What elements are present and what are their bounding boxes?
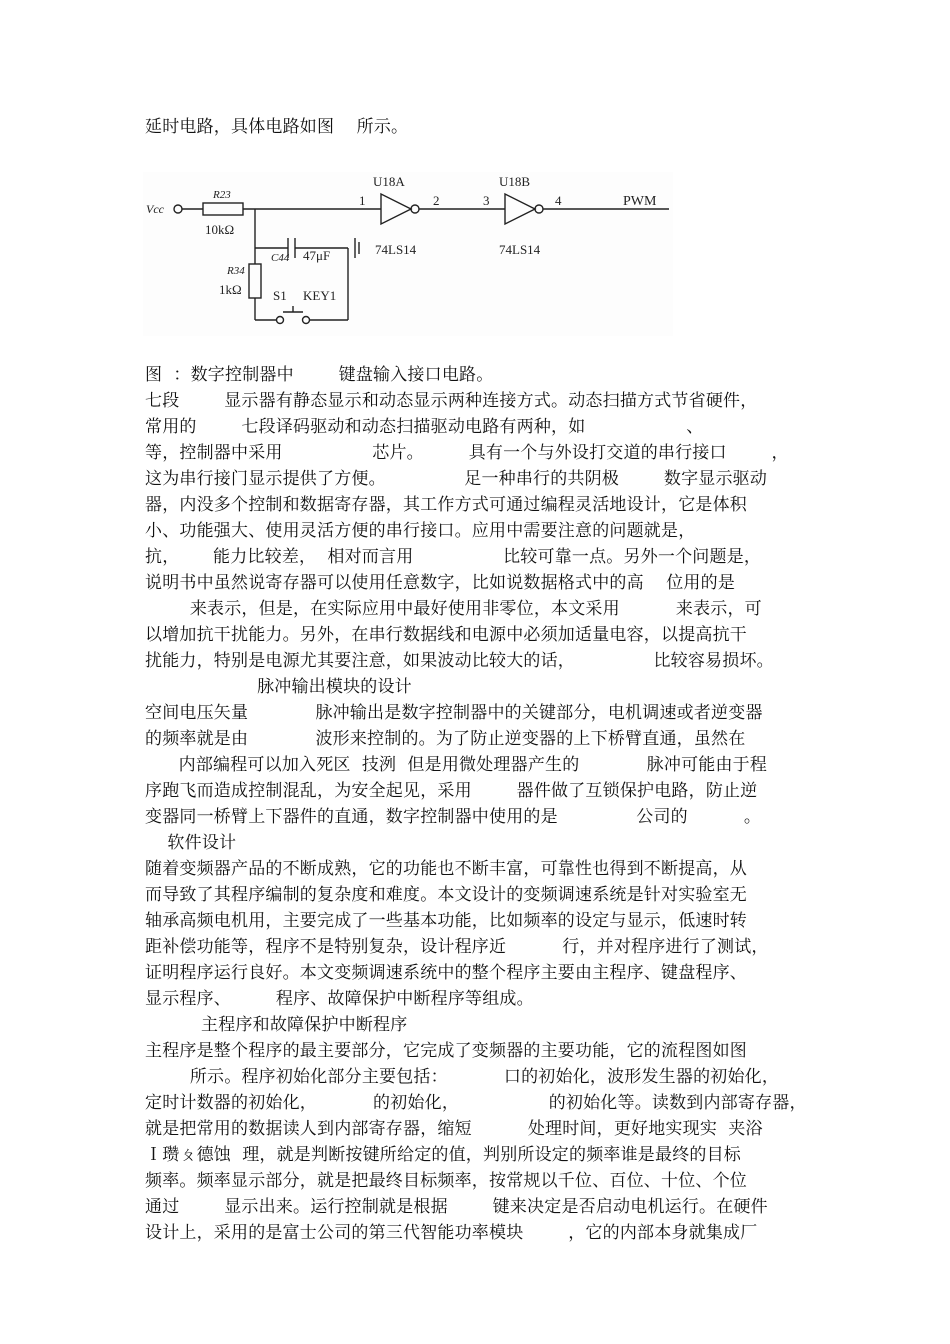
figure-caption: 图 ：数字控制器中 键盘输入接口电路。 [145,365,494,385]
body-line: 证明程序运行良好。本文变频调速系统中的整个程序主要由主程序、键盘程序、 [145,963,747,983]
switch-contact-right [303,317,310,324]
body-line: 空间电压矢量 脉冲输出是数字控制器中的关键部分，电机调速或者逆变器 [145,703,763,723]
u18a-label: U18A [373,174,405,189]
section-heading: 软件设计 [145,833,237,853]
intro-line: 延时电路，具体电路如图 所示。 [145,117,409,137]
r34-label: R34 [227,265,245,277]
body-line: 扰能力，特别是电源尤其要注意，如果波动比较大的话， 比较容易损坏。 [145,651,774,671]
body-line: 序跑飞而造成控制混乱，为安全起见，采用 器件做了互锁保护电路，防止逆 [145,781,758,801]
switch-contact-left [277,317,284,324]
pwm-label: PWM [623,194,657,209]
u18b-label: U18B [499,174,531,189]
chip-b-label: 74LS14 [499,242,541,257]
body-line: 变器同一桥臂上下器件的直通，数字控制器中使用的是 公司的 。 [145,807,762,827]
r34-value: 1kΩ [219,282,242,297]
resistor-r34 [249,264,261,298]
pin-1: 1 [359,193,366,208]
body-line: 显示程序、 程序、故障保护中断程序等组成。 [145,989,534,1009]
section-heading: 主程序和故障保护中断程序 [145,1015,408,1035]
resistor-r23 [203,203,243,215]
pin-3: 3 [483,193,490,208]
body-line: 这为串行接门显示提供了方便。 足一种串行的共阴极 数字显示驱动 [145,469,768,489]
body-line: 所示。程序初始化部分主要包括： 口的初始化，波形发生器的初始化， [145,1067,780,1087]
body-line: 来表示，但是，在实际应用中最好使用非零位，本文采用 来表示，可 [145,599,762,619]
body-line: 内部编程可以加入死区 技洌 但是用微处理器产生的 脉冲可能由于程 [145,755,768,775]
pin-4: 4 [555,193,562,208]
chip-a-label: 74LS14 [375,242,417,257]
key-label: KEY1 [303,288,337,303]
body-line: 说明书中虽然说寄存器可以使用任意数字，比如说数据格式中的高 位用的是 [145,573,736,593]
body-line: 就是把常用的数据读人到内部寄存器，缩短 处理时间，更好地实现实 夹浴 [145,1119,763,1139]
keyboard-circuit-diagram [143,172,673,336]
body-line: 频率。频率显示部分，就是把最终目标频率，按常规以千位、百位、十位、个位 [145,1171,747,1191]
body-line: 距补偿功能等，程序不是特别复杂，设计程序近 行，并对程序进行了测试， [145,937,769,957]
body-line: 七段 显示器有静态显示和动态显示两种连接方式。动态扫描方式节省硬件， [145,391,758,411]
body-line: 以增加抗干扰能力。另外，在串行数据线和电源中必须加适量电容，以提高抗干 [145,625,747,645]
body-line: 器，内没多个控制和数据寄存器，其工作方式可通过编程灵活地设计，它是体积 [145,495,747,515]
vcc-terminal [174,205,182,213]
r23-value: 10kΩ [205,222,235,237]
body-line: 的频率就是由 波形来控制的。为了防止逆变器的上下桥臂直通，虽然在 [145,729,746,749]
inverter-u18a [381,194,411,224]
section-heading: 脉冲输出模块的设计 [145,677,412,697]
body-line: 设计上，采用的是富士公司的第三代智能功率模块 ，它的内部本身就集成厂 [145,1223,758,1243]
body-line: 轴承高频电机用，主要完成了一些基本功能，比如频率的设定与显示，低速时转 [145,911,747,931]
body-line: Ｉ瓒ㄆ德蚀 理，就是判断按键所给定的值，判别所设定的频率谁是最终的目标 [145,1145,742,1165]
inverter-u18b [505,194,535,224]
pin-2: 2 [433,193,440,208]
r23-label: R23 [213,189,231,201]
body-line: 通过 显示出来。运行控制就是根据 键来决定是否启动电机运行。在硬件 [145,1197,768,1217]
c44-label: C44 [271,252,290,264]
vcc-label: Vcc [146,202,164,216]
body-line: 随着变频器产品的不断成熟，它的功能也不断丰富，可靠性也得到不断提高，从 [145,859,747,879]
body-line: 抗， 能力比较差， 相对而言用 比较可靠一点。另外一个问题是， [145,547,762,567]
body-line: 常用的 七段译码驱动和动态扫描驱动电路有两种，如 、 [145,417,704,437]
c44-value: 47μF [303,248,331,263]
body-line: 小、功能强大、使用灵活方便的串行接口。应用中需要注意的问题就是， [145,521,696,541]
body-line: 而导致了其程序编制的复杂度和难度。本文设计的变频调速系统是针对实验室无 [145,885,747,905]
body-line: 主程序是整个程序的最主要部分，它完成了变频器的主要功能，它的流程图如图 [145,1041,747,1061]
body-line: 等，控制器中采用 芯片。 具有一个与外设打交道的串行接口 ， [145,443,789,463]
body-line: 定时计数器的初始化， 的初始化， 的初始化等。读数到内部寄存器， [145,1093,807,1113]
s1-label: S1 [273,288,287,303]
